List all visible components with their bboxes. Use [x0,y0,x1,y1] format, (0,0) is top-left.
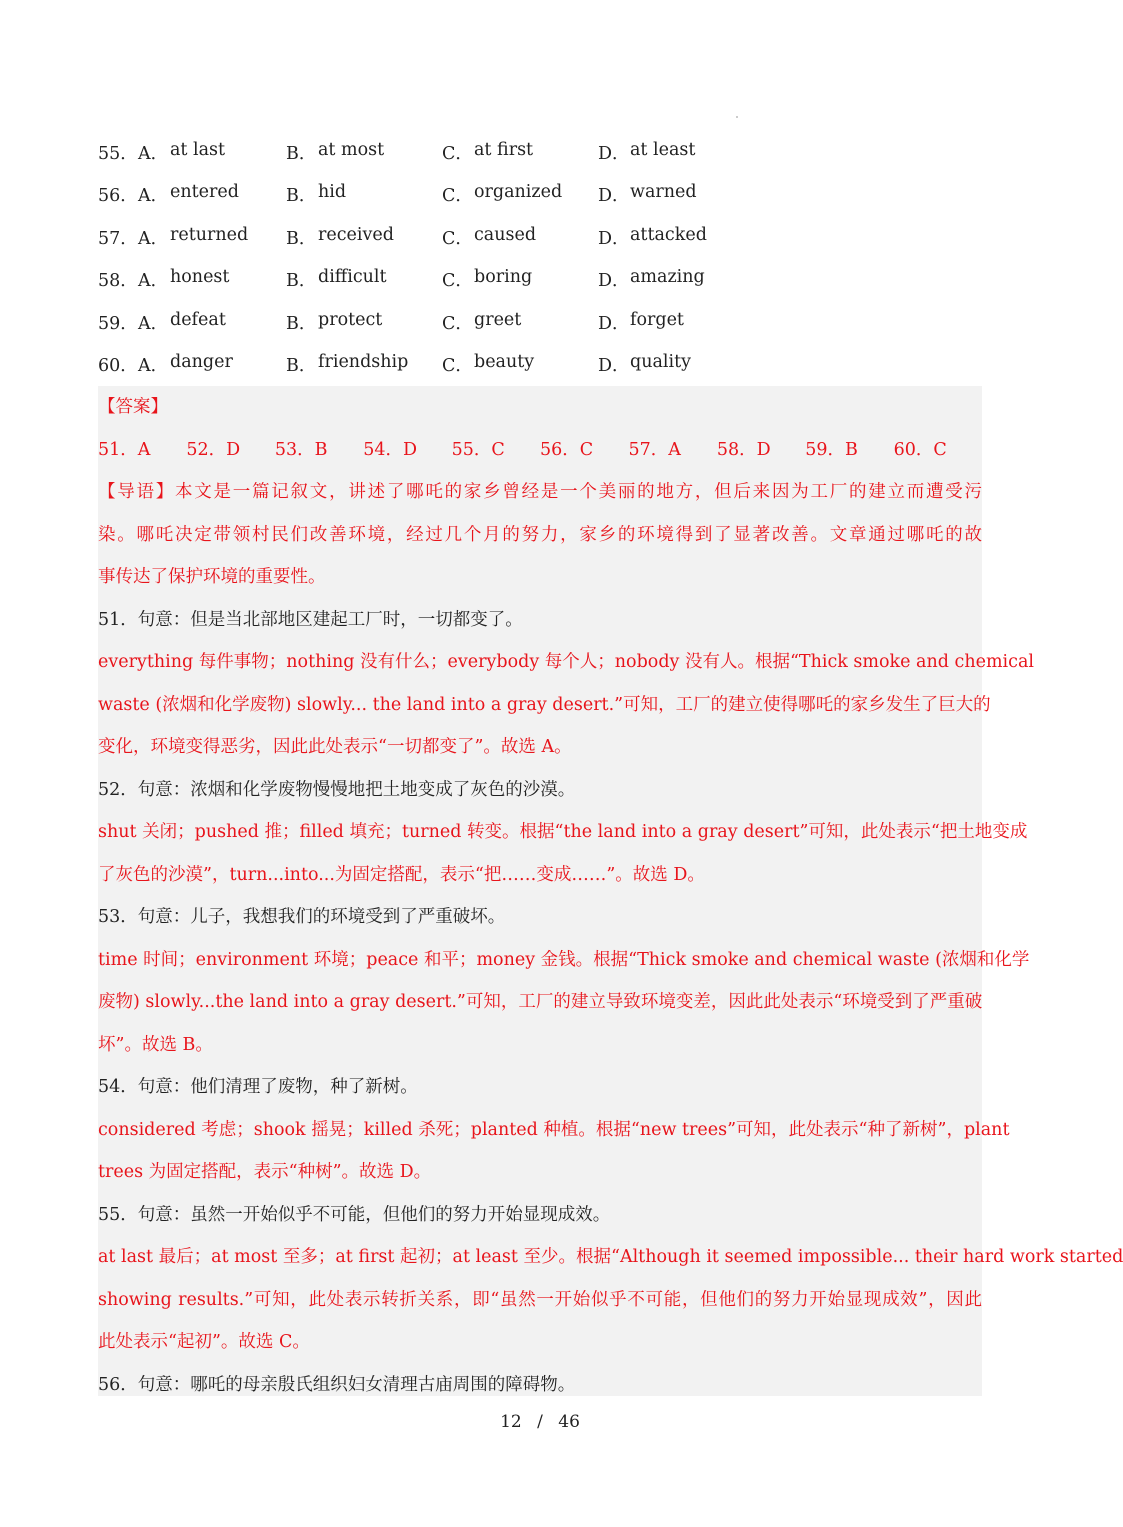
option-d [598,352,754,377]
option-letter: D． [598,356,630,377]
option-text: entered [170,182,239,203]
answer-item: 59．B [805,439,858,460]
question-row [98,174,982,217]
option-b [286,352,442,377]
option-text: greet [474,309,522,330]
option-text: beauty [474,352,535,373]
question-row [98,259,982,302]
option-d [598,140,754,165]
explanation-line: showing results.”可知，此处表示转折关系，即“虽然一开始似乎不可能，但他们的努力开始显现成效”，因此 [98,1289,982,1310]
question-number: 55． [98,143,138,164]
option-c [442,352,598,377]
page-separator: / [537,1412,543,1432]
question-number: 60． [98,356,138,377]
answer-header: 【答案】 [98,397,168,417]
option-letter: C． [442,143,473,164]
answer-item: 56．C [540,439,594,460]
answer-item: 53．B [274,439,328,460]
option-text: warned [630,182,697,203]
question-number: 57． [98,228,138,249]
explanation-line: 了灰色的沙漠”，turn...into...为固定搭配，表示“把……变成……”。故选 D。 [98,864,705,885]
option-text: protect [318,309,383,330]
option-d [598,267,754,292]
option-a [138,352,286,377]
option-b [286,225,442,250]
answer-item: 55．C [451,439,505,460]
option-text: attacked [630,224,707,245]
option-letter: A． [138,228,169,249]
answer-item: 52．D [186,439,241,460]
option-letter: B． [286,356,317,377]
option-b [286,182,442,207]
answer-item: 57．A [628,439,681,460]
page-current: 12 [500,1412,522,1432]
explanation-sentence: 55．句意：虽然一开始似乎不可能，但他们的努力开始显现成效。 [98,1204,611,1225]
question-number: 56． [98,186,138,207]
option-c [442,140,598,165]
explanation-line: trees 为固定搭配，表示“种树”。故选 D。 [98,1162,432,1182]
option-letter: A． [138,313,169,334]
answer-item: 58．D [716,439,771,460]
answer-item: 51．A [98,439,151,460]
option-letter: C． [442,356,473,377]
question-number: 59． [98,313,138,334]
explanation-sentence: 52．句意：浓烟和化学废物慢慢地把土地变成了灰色的沙漠。 [98,779,576,800]
answer-key [98,429,982,472]
option-b [286,310,442,335]
option-letter: A． [138,356,169,377]
answer-item: 60．C [893,439,947,460]
option-letter: B． [286,143,317,164]
explanation-line: 废物) slowly...the land into a gray desert.”可知，工厂的建立导致环境变差，因此此处表示“环境受到了严重破 [98,992,983,1012]
option-b [286,140,442,165]
option-letter: A． [138,186,169,207]
option-text: caused [474,224,537,245]
explanation-line: at last 最后；at most 至多；at first 起初；at least 至少。根据“Although it seemed impossible... their hard work started [98,1247,1123,1267]
explanation-sentence: 53．句意：儿子，我想我们的环境受到了严重破坏。 [98,907,506,927]
option-letter: A． [138,143,169,164]
question-row [98,344,982,387]
page-total: 46 [558,1412,580,1432]
question-row [98,301,982,344]
option-a [138,225,286,250]
option-c [442,182,598,207]
option-a [138,140,286,165]
option-letter: D． [598,186,630,207]
option-text: received [318,224,394,245]
explanation-line: waste (浓烟和化学废物) slowly... the land into a gray desert.”可知，工厂的建立使得哪吒的家乡发生了巨大的 [98,694,991,715]
option-text: boring [474,267,533,288]
option-letter: D． [598,228,630,249]
option-d [598,182,754,207]
explanation-line: 此处表示“起初”。故选 C。 [98,1332,310,1352]
explanation-line: everything 每件事物；nothing 没有什么；everybody 每个人；nobody 没有人。根据“Thick smoke and chemical [98,652,1034,672]
option-letter: B． [286,186,317,207]
guide-text: 事传达了保护环境的重要性。 [98,567,326,587]
guide-text: 染。哪吒决定带领村民们改善环境，经过几个月的努力，家乡的环境得到了显著改善。文章通过哪吒的故 [98,524,982,545]
option-text: quality [630,352,692,373]
option-letter: C． [442,228,473,249]
option-a [138,267,286,292]
option-text: forget [630,309,684,330]
option-b [286,267,442,292]
explanation-line: 坏”。故选 B。 [98,1034,213,1055]
question-row [98,131,982,174]
option-text: defeat [170,309,226,330]
option-letter: B． [286,271,317,292]
option-letter: C． [442,313,473,334]
option-text: difficult [318,267,387,288]
explanation-line: 变化，环境变得恶劣，因此此处表示“一切都变了”。故选 A。 [98,737,572,757]
option-text: danger [170,352,233,373]
option-a [138,182,286,207]
option-text: hid [318,182,347,203]
option-letter: C． [442,186,473,207]
option-letter: D． [598,143,630,164]
option-d [598,310,754,335]
option-a [138,310,286,335]
explanation-sentence: 54．句意：他们清理了废物，种了新树。 [98,1077,418,1097]
option-letter: D． [598,313,630,334]
option-text: friendship [318,352,409,373]
option-text: amazing [630,267,705,288]
option-text: at last [170,139,226,160]
option-text: at most [318,139,385,160]
option-d [598,225,754,250]
option-c [442,225,598,250]
option-letter: B． [286,313,317,334]
question-number: 58． [98,271,138,292]
explanation-sentence: 56．句意：哪吒的母亲殷氏组织妇女清理古庙周围的障碍物。 [98,1374,576,1395]
explanation-sentence: 51．句意：但是当北部地区建起工厂时，一切都变了。 [98,609,523,630]
option-letter: B． [286,228,317,249]
speck [736,116,738,118]
option-text: organized [474,182,563,203]
question-options [98,131,982,386]
option-text: returned [170,224,249,245]
option-c [442,267,598,292]
page-footer [0,1412,1080,1432]
explanation-line: shut 关闭；pushed 推；filled 填充；turned 转变。根据“the land into a gray desert”可知，此处表示“把土地变成 [98,822,1028,842]
guide-text: 【导语】本文是一篇记叙文，讲述了哪吒的家乡曾经是一个美丽的地方，但后来因为工厂的建立而遭受污 [98,482,982,502]
option-letter: C． [442,271,473,292]
answer-item: 54．D [363,439,418,460]
explanation-line: time 时间；environment 环境；peace 和平；money 金钱。根据“Thick smoke and chemical waste (浓烟和化学 [98,949,1030,970]
option-letter: D． [598,271,630,292]
explanation-line: considered 考虑；shook 摇晃；killed 杀死；planted 种植。根据“new trees”可知，此处表示“种了新树”，plant [98,1119,1010,1140]
option-text: at first [474,139,534,160]
option-c [442,310,598,335]
option-text: at least [630,139,696,160]
question-row [98,216,982,259]
option-text: honest [170,267,230,288]
answer-section [98,386,1123,1396]
option-letter: A． [138,271,169,292]
